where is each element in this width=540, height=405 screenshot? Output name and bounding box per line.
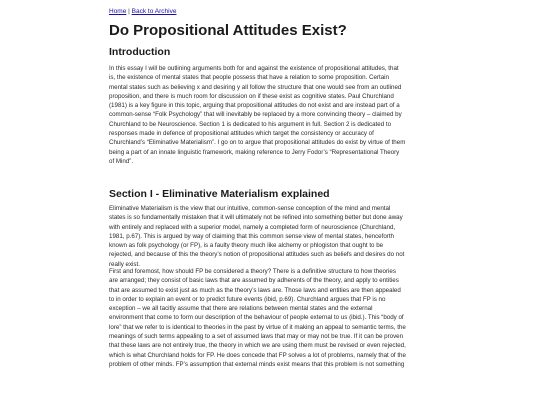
section-1-paragraph-1 bbox=[109, 204, 439, 269]
paragraph-line: that are assumed to exist just as much as the theory’s laws are. Those laws and entities are then appealed bbox=[109, 286, 401, 294]
paragraph-line: In this essay I will be outlining arguments both for and against the existence of propositional attitudes, that bbox=[109, 65, 399, 72]
paragraph-line: Churchland to be Neuroscience. Section 1 is dedicated to his argument in full. Section 2 is dedicated to bbox=[109, 120, 392, 128]
paragraph-line: that these laws are not entirely true, the theory in which we are using them must be revised or even rejected, bbox=[109, 342, 406, 350]
paragraph-line: Eliminative Materialism is the view that our intuitive, common-sense conception of the mind and mental bbox=[109, 205, 391, 212]
paragraph-line: First and foremost, how should FP be considered a theory? There is a definitive structure to how theories bbox=[109, 268, 396, 275]
paragraph-line: states is so fundamentally mistaken that it will ultimately not be refined into something better but done away bbox=[109, 214, 403, 222]
paragraph-line: (1981) is a key figure in this topic, arguing that propositional attitudes do not exist and are instead part of a bbox=[109, 102, 400, 110]
nav-separator: | bbox=[128, 8, 130, 15]
paragraph-line: problem of other minds. FP’s assumption that external minds exist means that this problem is not something bbox=[109, 360, 405, 368]
paragraph-line: environment that come to form our description of the behaviour of people external to us (ibid.). This “body of bbox=[109, 314, 404, 322]
page-title: Do Propositional Attitudes Exist? bbox=[109, 22, 347, 39]
paragraph-line: known as folk psychology (or FP), is a faulty theory much like alchemy or phlogiston that ought to be bbox=[109, 242, 384, 250]
paragraph-line: rejected, and because of this the theory’s notion of propositional attitudes such as beliefs and desires do not bbox=[109, 251, 405, 259]
paragraph-line: mental states such as believing x and desiring y all follow the structure that one would see from an outlined bbox=[109, 83, 402, 91]
section-1-paragraph-2 bbox=[109, 267, 439, 369]
paragraph-line: really exist. bbox=[109, 260, 140, 268]
paragraph-line: lore” that we refer to is identical to theories in the past by virtue of it making an appeal to semantic terms, the bbox=[109, 323, 406, 331]
paragraph-line: of Mind”. bbox=[109, 157, 134, 165]
introduction-paragraph bbox=[109, 64, 439, 166]
paragraph-line: Churchland’s “Eliminative Materialism”. I go on to argue that propositional attitudes do exist by virtue of them bbox=[109, 139, 406, 147]
paragraph-line: responses made in defence of propositional attitudes which target the consistency or accuracy of bbox=[109, 129, 374, 137]
home-link[interactable]: Home bbox=[109, 8, 127, 15]
introduction-heading: Introduction bbox=[109, 46, 171, 58]
back-to-archive-link[interactable]: Back to Archive bbox=[131, 8, 177, 15]
paragraph-line: exception – we all tacitly assume that there are relations between mental states and the external bbox=[109, 305, 373, 313]
paragraph-line: meanings of such terms appealing to a set of assumed laws that may or may not be true. If it can be proven bbox=[109, 332, 404, 340]
paragraph-line: are arranged; they consist of basic laws that are assumed by adherents of the theory, and apply to entities bbox=[109, 277, 399, 285]
paragraph-line: is, the existence of mental states that people possess that have a relation to some proposition. Certain bbox=[109, 74, 389, 82]
paragraph-line: to in order to explain an event or to predict future events (ibid, p.69). Churchland argues that FP is no bbox=[109, 295, 386, 303]
paragraph-line: which is what Churchland holds for FP. He does concede that FP solves a lot of problems, namely that of the bbox=[109, 351, 406, 359]
paragraph-line: 1981, p.67). This is argued by way of claiming that this common sense view of mental states, henceforth bbox=[109, 232, 394, 240]
paragraph-line: common-sense “Folk Psychology” that will inevitably be replaced by a more convincing theory – claimed by bbox=[109, 111, 402, 119]
paragraph-line: proposition, and there is much room for discussion on if these exist as cognitive states. Paul Churchland bbox=[109, 92, 394, 100]
section-1-heading: Section I - Eliminative Materialism explained bbox=[109, 188, 330, 200]
paragraph-line: with entirely and replaced with a superior model, namely a completed form of neuroscience (Churchland, bbox=[109, 223, 396, 231]
paragraph-line: being a part of an innate linguistic framework, making reference to Jerry Fodor’s “Representational Theory bbox=[109, 148, 400, 156]
breadcrumb-nav bbox=[109, 8, 176, 16]
